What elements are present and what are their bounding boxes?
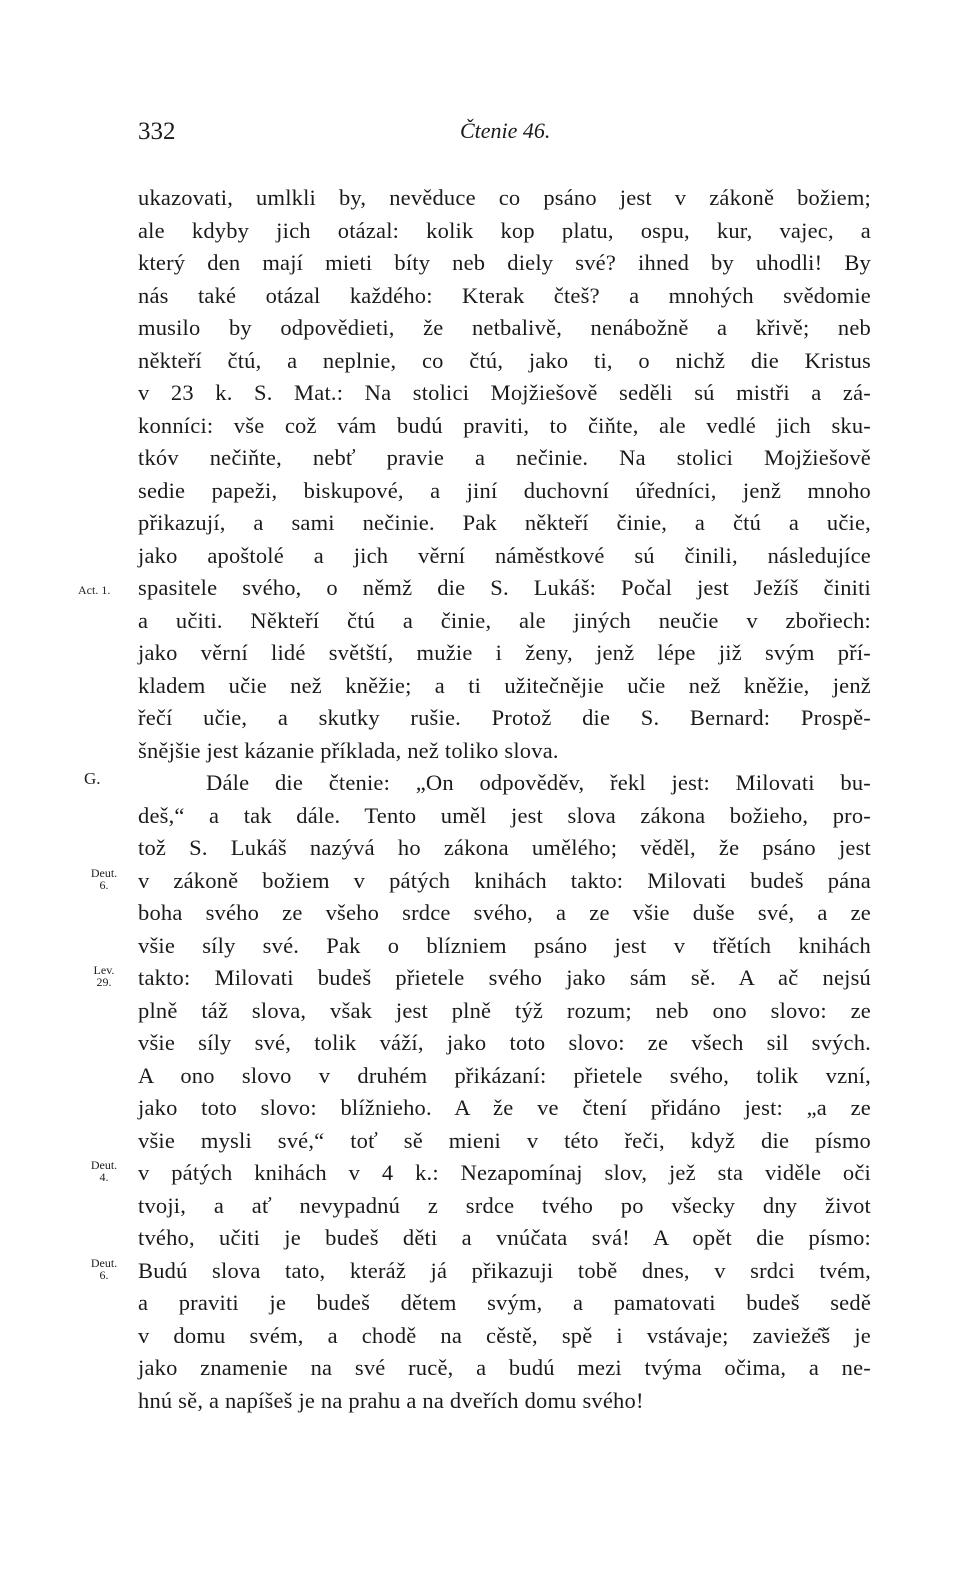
line-text: kladem učie než kněžie; a ti užitečnějie učie než kněžie, jenž	[138, 672, 871, 698]
margin-chapter: 29.	[96, 975, 112, 989]
margin-book: Lev.	[93, 963, 115, 977]
text-line	[0, 1352, 960, 1385]
margin-reference	[80, 1159, 128, 1183]
text-line	[0, 767, 960, 800]
text-line	[0, 1060, 960, 1093]
text-line	[0, 962, 960, 995]
text-line	[0, 1125, 960, 1158]
text-line	[0, 540, 960, 573]
text-line	[0, 312, 960, 345]
text-line	[0, 865, 960, 898]
line-text: v pátých knihách v 4 k.: Nezapomínaj slov, jež sta viděle oči	[138, 1160, 871, 1185]
text-line	[0, 897, 960, 930]
text-line	[0, 1320, 960, 1353]
text-line	[0, 377, 960, 410]
page-number: 332	[138, 118, 176, 145]
line-text: plně táž slova, však jest plně týž rozum; neb ono slovo: ze	[138, 997, 871, 1023]
text-line	[0, 1190, 960, 1223]
text-line	[0, 572, 960, 605]
text-line	[0, 442, 960, 475]
line-text: někteří čtú, a neplnie, co čtú, jako ti, o nichž die Kristus	[138, 347, 871, 373]
text-line	[0, 605, 960, 638]
line-text: jako věrní lidé světští, mužie i ženy, jenž lépe již svým pří-	[138, 640, 871, 665]
line-text: tož S. Lukáš nazývá ho zákona umělého; věděl, že psáno jest	[138, 835, 871, 860]
text-line	[0, 182, 960, 215]
line-text: který den mají mieti bíty neb diely své? ihned by uhodli! By	[138, 250, 871, 275]
text-line	[0, 345, 960, 378]
page-header	[0, 118, 960, 158]
line-text: šnějšie jest kázanie příklada, než toliko slova.	[138, 737, 559, 763]
line-text: Budú slova tato, kteráž já přikazuji tobě dnes, v srdci tvém,	[138, 1257, 871, 1283]
line-text: A ono slovo v druhém přikázaní: přietele svého, tolik vzní,	[138, 1062, 871, 1088]
line-text: v 23 k. S. Mat.: Na stolici Mojžiešově seděli sú mistři a zá-	[138, 380, 871, 405]
line-text: jako apoštolé a jich věrní náměstkové sú činili, následujíce	[138, 542, 871, 568]
line-text: konníci: vše což vám budú praviti, to čiňte, ale vedlé jich sku-	[138, 412, 871, 438]
line-text: a učiti. Někteří čtú a činie, ale jiných neučie v zbořiech:	[138, 607, 871, 633]
text-line	[0, 800, 960, 833]
margin-reference	[80, 1257, 128, 1281]
line-text: v zákoně božiem v pátých knihách takto: Milovati budeš pána	[138, 867, 871, 893]
text-line	[0, 475, 960, 508]
margin-book: Deut.	[90, 865, 118, 880]
line-text: boha svého ze všeho srdce svého, a ze všie duše své, a ze	[138, 900, 871, 925]
text-line	[0, 735, 960, 768]
line-text: všie síly své. Pak o blízniem psáno jest v třětích knihách	[138, 932, 871, 958]
line-text: přikazují, a sami nečinie. Pak někteří činie, a čtú a učie,	[138, 510, 871, 535]
text-line	[0, 1027, 960, 1060]
text-line	[0, 1385, 960, 1418]
text-line	[0, 280, 960, 313]
section-letter: G.	[84, 769, 101, 788]
margin-book: Deut.	[90, 1255, 118, 1270]
margin-book: Deut.	[90, 1158, 118, 1172]
line-text: v domu svém, a chodě na cěstě, spě i vstávaje; zavieže͂š je	[138, 1322, 871, 1348]
text-line	[0, 995, 960, 1028]
line-text: a praviti je budeš dětem svým, a pamatovati budeš sedě	[138, 1290, 871, 1315]
text-line	[0, 507, 960, 540]
line-text: jako toto slovo: blížnieho. A že ve čtení přidáno jest: „a ze	[138, 1095, 871, 1120]
line-text: sedie papeži, biskupové, a jiní duchovní úředníci, jenž mnoho	[138, 477, 871, 503]
margin-chapter: 6.	[99, 877, 109, 892]
text-line	[0, 1222, 960, 1255]
line-text: ale kdyby jich otázal: kolik kop platu, ospu, kur, vajec, a	[138, 217, 871, 243]
line-text: tvoji, a ať nevypadnú z srdce tvého po všecky dny život	[138, 1192, 871, 1218]
text-line	[0, 1157, 960, 1190]
text-line	[0, 930, 960, 963]
line-text: nás také otázal každého: Kterak čteš? a mnohých svědomie	[138, 282, 871, 308]
margin-chapter: 6.	[99, 1267, 109, 1282]
line-text: takto: Milovati budeš přietele svého jako sám sě. A ač nejsú	[138, 965, 871, 990]
text-line	[0, 215, 960, 248]
running-head: Čtenie 46.	[460, 118, 551, 143]
line-text: všie mysli své,“ toť sě mieni v této řeči, když die písmo	[138, 1127, 871, 1153]
text-line	[0, 637, 960, 670]
line-text: Dále die čtenie: „On odpověděv, řekl jest: Milovati bu-	[206, 770, 871, 795]
line-text: spasitele svého, o němž die S. Lukáš: Počal jest Ježíš činiti	[138, 575, 871, 600]
line-text: tvého, učiti je budeš děti a vnúčata svá! A opět die písmo:	[138, 1225, 871, 1250]
line-text: tkóv nečiňte, nebť pravie a nečinie. Na stolici Mojžiešově	[138, 445, 871, 470]
margin-reference	[80, 964, 128, 988]
line-text: ukazovati, umlkli by, nevěduce co psáno jest v zákoně božiem;	[138, 185, 871, 210]
text-line	[0, 1255, 960, 1288]
text-line	[0, 1092, 960, 1125]
text-line	[0, 1287, 960, 1320]
line-text: všie síly své, tolik váží, jako toto slovo: ze všech sil svých.	[138, 1030, 871, 1055]
body-text	[0, 182, 960, 1417]
text-line	[0, 702, 960, 735]
text-line	[0, 670, 960, 703]
line-text: jako znamenie na své rucě, a budú mezi tvýma očima, a ne-	[138, 1355, 871, 1380]
line-text: řečí učie, a skutky rušie. Protož die S. Bernard: Prospě-	[138, 705, 871, 730]
text-line	[0, 410, 960, 443]
line-text: deš,“ a tak dále. Tento uměl jest slova zákona božieho, pro-	[138, 802, 871, 828]
text-line	[0, 247, 960, 280]
line-text: hnú sě, a napíšeš je na prahu a na dveřích domu svého!	[138, 1387, 644, 1413]
line-text: musilo by odpovědieti, že netbalivě, nenábožně a křivě; neb	[138, 315, 871, 340]
margin-chapter: 4.	[99, 1170, 109, 1184]
text-line	[0, 832, 960, 865]
margin-reference: Act. 1.	[78, 583, 111, 597]
margin-reference	[80, 867, 128, 891]
